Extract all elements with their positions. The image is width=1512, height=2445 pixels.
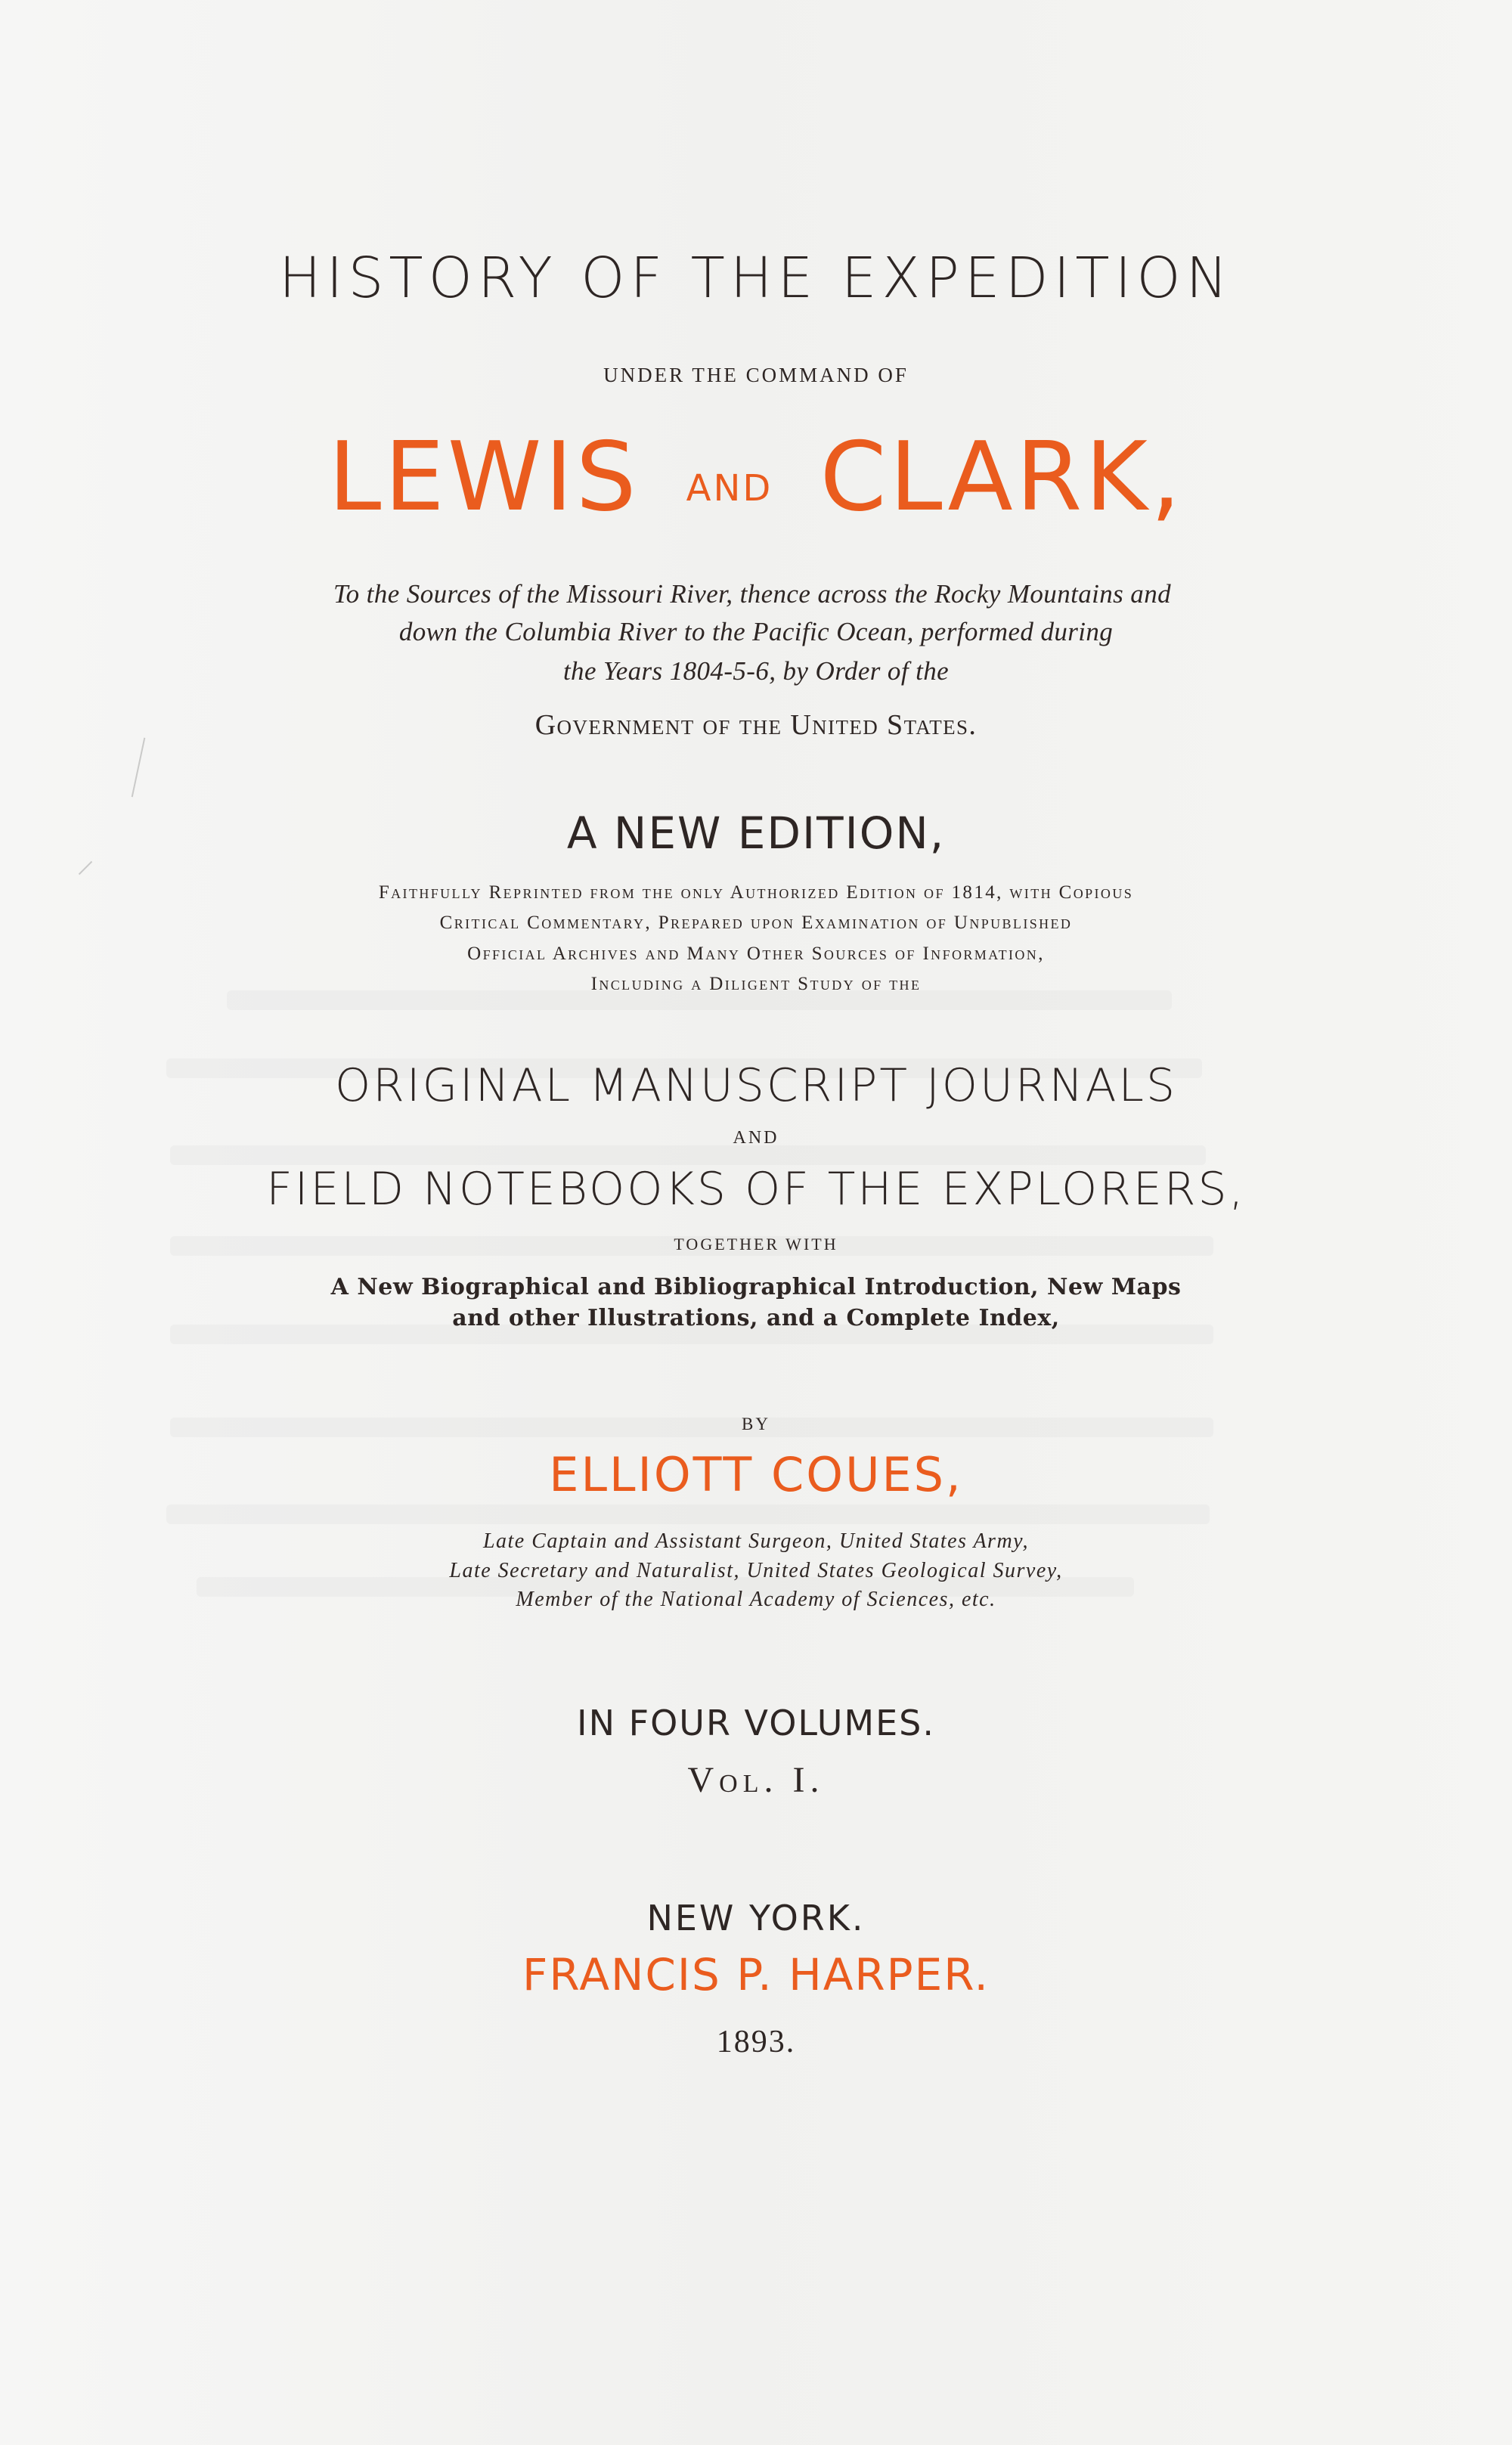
manuscript-journals-heading: ORIGINAL MANUSCRIPT JOURNALS [334, 1059, 1178, 1112]
new-edition-heading: A NEW EDITION, [566, 807, 946, 859]
together-with-line: TOGETHER WITH [674, 1235, 838, 1253]
government-line: Government of the United States. [534, 709, 978, 741]
features-line-1: A New Biographical and Bibliographical Introduction, New Maps [330, 1274, 1182, 1300]
affiliation-line-2: Late Secretary and Naturalist, United States Geological Survey, [449, 1559, 1063, 1582]
edition-detail-line-3: Official Archives and Many Other Sources of Information, [467, 944, 1045, 964]
edition-detail-line-4: Including a Diligent Study of the [590, 974, 922, 994]
volumes-line: IN FOUR VOLUMES. [577, 1703, 935, 1743]
affiliation-line-1: Late Captain and Assistant Surgeon, United States Army, [482, 1529, 1030, 1553]
manuscript-and-word: AND [733, 1128, 779, 1148]
publication-year: 1893. [716, 2025, 796, 2059]
edition-detail-line-2: Critical Commentary, Prepared upon Examination of Unpublished [439, 913, 1073, 933]
description-line-1: To the Sources of the Missouri River, thence across the Rocky Mountains and [333, 579, 1172, 609]
publisher-name: FRANCIS P. HARPER. [522, 1949, 990, 2000]
volume-line: Vol. I. [687, 1760, 825, 1800]
field-notebooks-heading: FIELD NOTEBOOKS OF THE EXPLORERS, [266, 1163, 1246, 1216]
affiliation-line-3: Member of the National Academy of Sciences, etc. [516, 1588, 996, 1611]
author-name: ELLIOTT COUES, [549, 1447, 963, 1502]
page-mark [79, 861, 92, 875]
clark-word: CLARK, [820, 421, 1184, 532]
and-word: AND [686, 466, 773, 510]
command-subtitle: UNDER THE COMMAND OF [603, 364, 909, 386]
city-line: NEW YORK. [646, 1898, 866, 1938]
book-title: HISTORY OF THE EXPEDITION [278, 246, 1234, 311]
lewis-word: LEWIS [328, 421, 640, 532]
lewis-and-clark-title [0, 423, 1512, 530]
description-line-3: the Years 1804-5-6, by Order of the [562, 656, 950, 686]
edition-detail-line-1: Faithfully Reprinted from the only Authorized Edition of 1814, with Copious [378, 882, 1134, 903]
features-line-2: and other Illustrations, and a Complete Index, [452, 1305, 1060, 1331]
by-line: BY [742, 1415, 770, 1433]
page-mark [132, 738, 146, 798]
description-line-2: down the Columbia River to the Pacific Ocean, performed during [398, 617, 1114, 646]
